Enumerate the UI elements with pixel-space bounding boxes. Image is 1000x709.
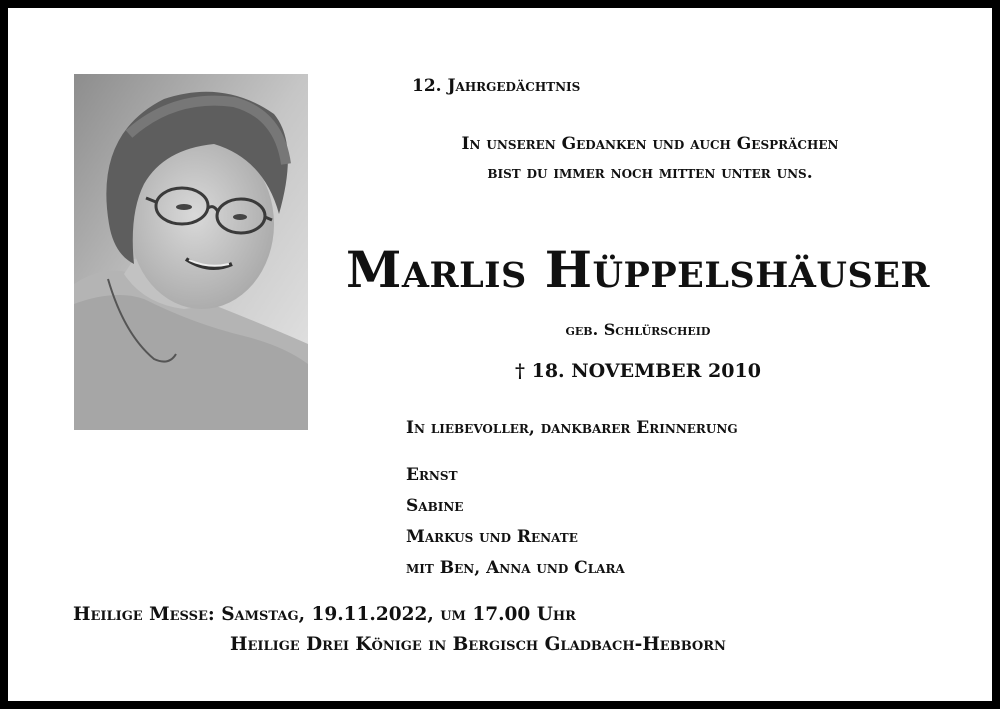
- family-member: mit Ben, Anna und Clara: [406, 558, 625, 578]
- verse-line-1: In unseren Gedanken und auch Gesprächen: [461, 134, 839, 154]
- verse-line-2: bist du immer noch mitten unter uns.: [487, 163, 813, 183]
- maiden-name: geb. Schlürscheid: [565, 320, 711, 339]
- family-member: Ernst: [406, 465, 458, 485]
- family-list: [406, 460, 625, 584]
- mass-info: Heilige Messe: Samstag, 19.11.2022, um 17.00 Uhr: [73, 604, 576, 625]
- memory-line: In liebevoller, dankbarer Erinnerung: [406, 418, 738, 438]
- anniversary-heading: 12. Jahrgedächtnis: [412, 76, 581, 96]
- memorial-verse: [408, 130, 892, 188]
- family-member: Sabine: [406, 496, 464, 516]
- mass-location: Heilige Drei Könige in Bergisch Gladbach-Hebborn: [230, 634, 726, 655]
- portrait-illustration: [74, 74, 308, 430]
- family-member: Markus und Renate: [406, 527, 578, 547]
- death-date: † 18. NOVEMBER 2010: [515, 360, 761, 382]
- deceased-name: Marlis Hüppelshäuser: [345, 240, 930, 299]
- portrait-photo: [74, 74, 308, 430]
